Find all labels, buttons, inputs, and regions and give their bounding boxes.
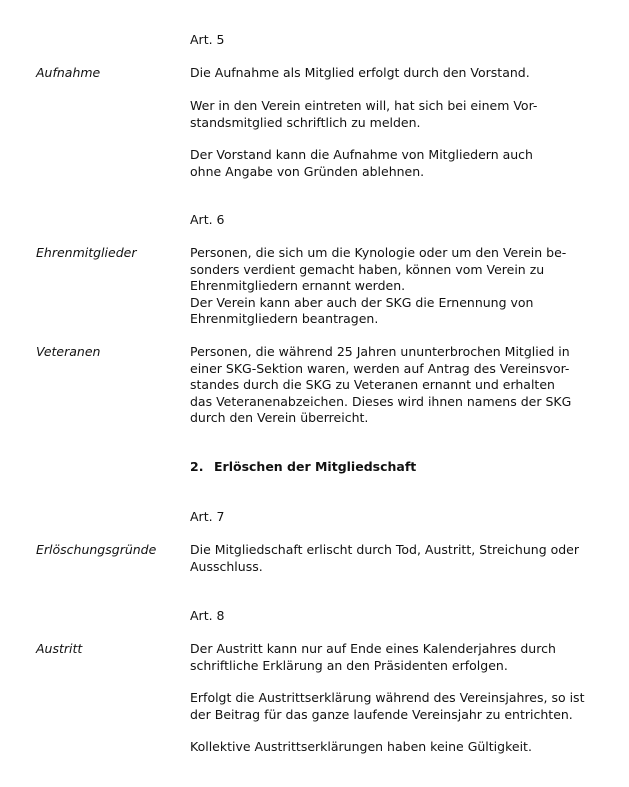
article-6-heading: Art. 6 (190, 212, 225, 227)
text-line: Ausschluss. (190, 558, 263, 574)
text-line: Die Aufnahme als Mitglied erfolgt durch den Vorstand. (190, 65, 530, 80)
text-line: Ehrenmitgliedern ernannt werden. (190, 278, 406, 293)
text-line: Der Verein kann aber auch der SKG die Ernennung von (190, 294, 534, 310)
text-line: Der Austritt kann nur auf Ende eines Kalenderjahres durch (190, 641, 556, 656)
text-line: Die Mitgliedschaft erlischt durch Tod, Austritt, Streichung oder (190, 542, 580, 557)
text-line: sonders verdient gemacht haben, können vom Verein zu (190, 261, 545, 277)
text-line: einer SKG-Sektion waren, werden auf Antrag des Vereinsvor- (190, 360, 570, 376)
art8-paragraph-3 (190, 739, 600, 756)
text-line: der Beitrag für das ganze laufende Vereinsjahr zu entrichten. (190, 706, 573, 722)
article-7-heading: Art. 7 (190, 509, 225, 524)
margin-label-erloeschungsgruende: Erlöschungsgründe (36, 542, 157, 557)
art7-paragraph-1 (190, 542, 600, 575)
section-heading (190, 459, 416, 476)
text-line: Personen, die während 25 Jahren ununterbrochen Mitglied in (190, 344, 570, 359)
art8-paragraph-1 (190, 641, 600, 674)
margin-label-aufnahme: Aufnahme (36, 65, 101, 80)
article-5-heading: Art. 5 (190, 32, 225, 47)
margin-label-ehrenmitglieder: Ehrenmitglieder (36, 245, 137, 260)
section-title: Erlöschen der Mitgliedschaft (214, 459, 417, 474)
text-line: ohne Angabe von Gründen ablehnen. (190, 163, 425, 179)
art5-paragraph-2 (190, 98, 600, 131)
text-line: Kollektive Austrittserklärungen haben keine Gültigkeit. (190, 739, 532, 754)
art6-paragraph-2 (190, 344, 600, 427)
text-line: Personen, die sich um die Kynologie oder um den Verein be- (190, 245, 567, 260)
margin-label-veteranen: Veteranen (36, 344, 101, 359)
text-line: Wer in den Verein eintreten will, hat sich bei einem Vor- (190, 98, 538, 113)
text-line: durch den Verein überreicht. (190, 410, 369, 425)
art6-paragraph-1 (190, 245, 600, 328)
art8-paragraph-2 (190, 690, 600, 723)
text-line: standes durch die SKG zu Veteranen ernannt und erhalten (190, 377, 555, 392)
art5-paragraph-3 (190, 147, 600, 180)
section-number: 2. (190, 459, 204, 474)
text-line: standsmitglied schriftlich zu melden. (190, 114, 421, 130)
text-line: Erfolgt die Austrittserklärung während des Vereinsjahres, so ist (190, 690, 585, 705)
text-line: das Veteranenabzeichen. Dieses wird ihnen namens der SKG (190, 393, 572, 409)
text-line: Ehrenmitgliedern beantragen. (190, 311, 379, 326)
text-line: Der Vorstand kann die Aufnahme von Mitgliedern auch (190, 147, 533, 162)
text-line: schriftliche Erklärung an den Präsidenten erfolgen. (190, 657, 508, 673)
art5-paragraph-1 (190, 65, 600, 82)
margin-label-austritt: Austritt (36, 641, 83, 656)
article-8-heading: Art. 8 (190, 608, 225, 623)
